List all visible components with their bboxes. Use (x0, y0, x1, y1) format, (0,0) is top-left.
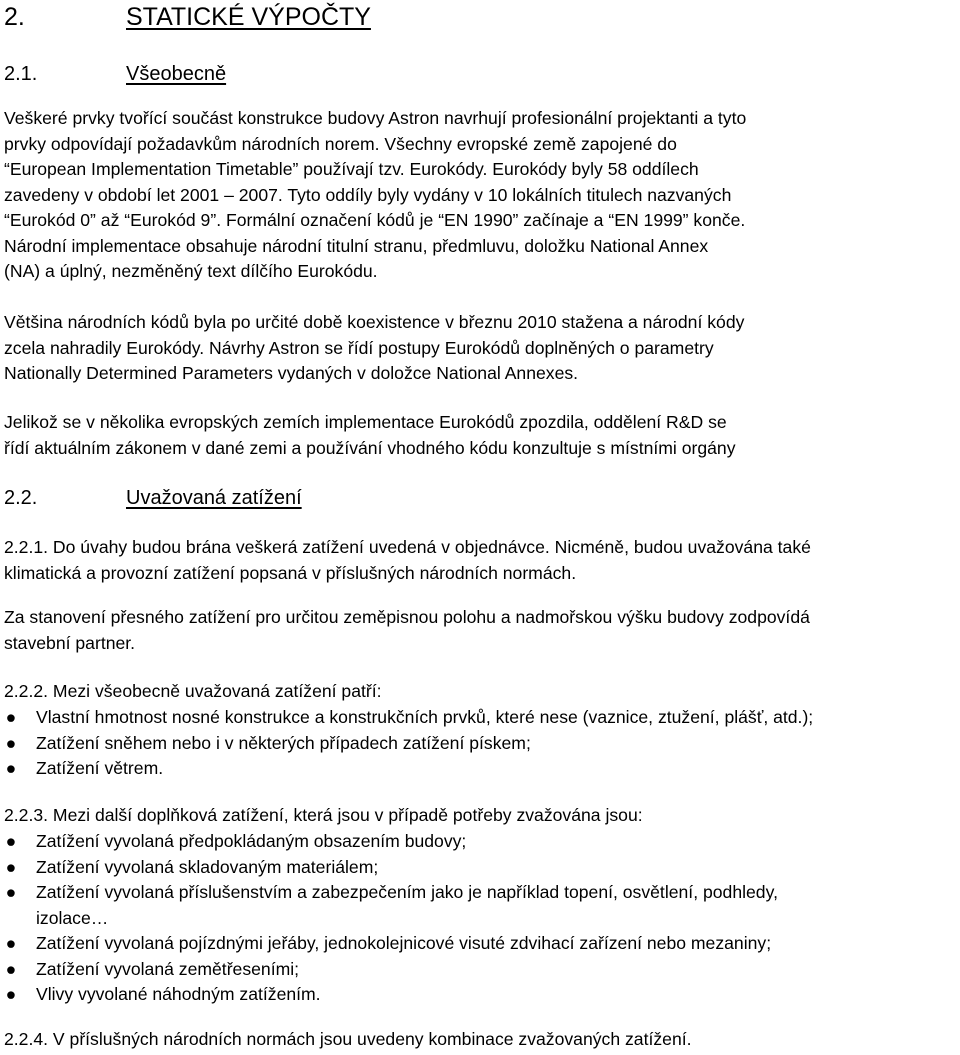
text-line: “Eurokód 0” až “Eurokód 9”. Formální označení kódů je “EN 1990” začínaje a “EN 1999” konče. (4, 210, 746, 230)
text-line: stavební partner. (4, 632, 136, 653)
text-line: Národní implementace obsahuje národní titulní stranu, předmluvu, doložku National Annex (4, 235, 709, 256)
list-item (0, 731, 955, 757)
paragraph-2-2-2-intro (4, 679, 949, 705)
bullet-icon: ● (5, 831, 17, 851)
text-line: Většina národních kódů byla po určité době koexistence v březnu 2010 stažena a národní kódy (4, 312, 745, 332)
list-item-text: izolace… (36, 907, 109, 928)
list-item-text: Zatížení sněhem nebo i v některých případech zatížení pískem; (36, 732, 531, 753)
list-item-text: Zatížení vyvolaná zemětřeseními; (36, 958, 300, 979)
list-item-text: Vlivy vyvolané náhodným zatížením. (36, 984, 321, 1004)
list-item-text: Zatížení vyvolaná příslušenstvím a zabezpečením jako je například topení, osvětlení, podhledy, (36, 882, 778, 902)
bullet-icon: ● (5, 707, 17, 727)
bullet-icon: ● (5, 933, 17, 953)
list-item-text: Zatížení vyvolaná předpokládaným obsazením budovy; (36, 831, 467, 851)
section-title: STATICKÉ VÝPOČTY (126, 3, 371, 31)
bullet-icon: ● (5, 958, 17, 979)
subsection-number: 2.2. (4, 487, 38, 509)
subsection-title: Uvažovaná zatížení (126, 487, 302, 509)
paragraph-2-2-3-intro (4, 803, 949, 829)
paragraph-2-2-1 (4, 535, 949, 586)
paragraph-load-determination (4, 605, 949, 656)
list-item (0, 756, 955, 782)
list-item-text: Zatížení vyvolaná pojízdnými jeřáby, jednokolejnicové visuté zdvihací zařízení nebo mezaniny; (36, 933, 772, 953)
list-item-text: Zatížení vyvolaná skladovaným materiálem; (36, 856, 379, 877)
text-line: zcela nahradily Eurokódy. Návrhy Astron se řídí postupy Eurokódů doplněných o parametry (4, 337, 714, 358)
text-line: klimatická a provozní zatížení popsaná v příslušných národních normách. (4, 562, 577, 583)
text-line: Veškeré prvky tvořící součást konstrukce budovy Astron navrhují profesionální projektanti a tyto (4, 108, 747, 128)
text-line: Jelikož se v několika evropských zemích implementace Eurokódů zpozdila, oddělení R&D se (4, 412, 727, 432)
text-line: prvky odpovídají požadavkům národních norem. Všechny evropské země zapojené do (4, 133, 677, 154)
text-line: řídí aktuálním zákonem v dané zemi a používání vhodného kódu konzultuje s místními orgány (4, 437, 736, 458)
list-item (0, 931, 955, 957)
bullet-icon: ● (5, 856, 17, 877)
text-line: 2.2.3. Mezi další doplňková zatížení, která jsou v případě potřeby zvažována jsou: (4, 805, 643, 825)
text-line: Za stanovení přesného zatížení pro určitou zeměpisnou polohu a nadmořskou výšku budovy zodpovídá (4, 607, 810, 627)
text-line: 2.2.2. Mezi všeobecně uvažovaná zatížení patří: (4, 681, 382, 701)
paragraph-national-codes (4, 310, 949, 387)
list-item (0, 829, 955, 855)
list-item (0, 855, 955, 881)
paragraph-eurocodes-intro (4, 106, 949, 285)
bullet-icon: ● (5, 758, 17, 778)
list-item (0, 957, 955, 983)
subsection-title: Všeobecně (126, 63, 227, 85)
text-line: “European Implementation Timetable” používají tzv. Eurokódy. Eurokódy byly 58 oddílech (4, 159, 699, 179)
paragraph-implementation-delay (4, 410, 949, 461)
list-item (0, 880, 955, 931)
list-item (0, 982, 955, 1008)
subsection-heading-2-2 (4, 486, 904, 510)
text-line: 2.2.1. Do úvahy budou brána veškerá zatížení uvedená v objednávce. Nicméně, budou uvažována také (4, 537, 811, 557)
list-general-loads (0, 705, 955, 782)
paragraph-2-2-4 (4, 1027, 949, 1053)
text-line: zavedeny v období let 2001 – 2007. Tyto oddíly byly vydány v 10 lokálních titulech nazvaných (4, 184, 732, 205)
section-number: 2. (4, 3, 25, 31)
list-item-text: Zatížení větrem. (36, 758, 164, 778)
text-line: 2.2.4. V příslušných národních normách jsou uvedeny kombinace zvažovaných zatížení. (4, 1029, 692, 1049)
text-line: (NA) a úplný, nezměněný text dílčího Eurokódu. (4, 261, 378, 281)
list-item (0, 705, 955, 731)
bullet-icon: ● (5, 984, 17, 1004)
list-additional-loads (0, 829, 955, 1008)
bullet-icon: ● (5, 732, 17, 753)
bullet-icon: ● (5, 882, 17, 902)
subsection-number: 2.1. (4, 63, 38, 85)
section-heading (4, 2, 904, 32)
subsection-heading-2-1 (4, 62, 904, 86)
text-line: Nationally Determined Parameters vydaných v doložce National Annexes. (4, 363, 579, 383)
list-item-text: Vlastní hmotnost nosné konstrukce a konstrukčních prvků, které nese (vaznice, ztužení, plášť, atd.); (36, 707, 814, 727)
